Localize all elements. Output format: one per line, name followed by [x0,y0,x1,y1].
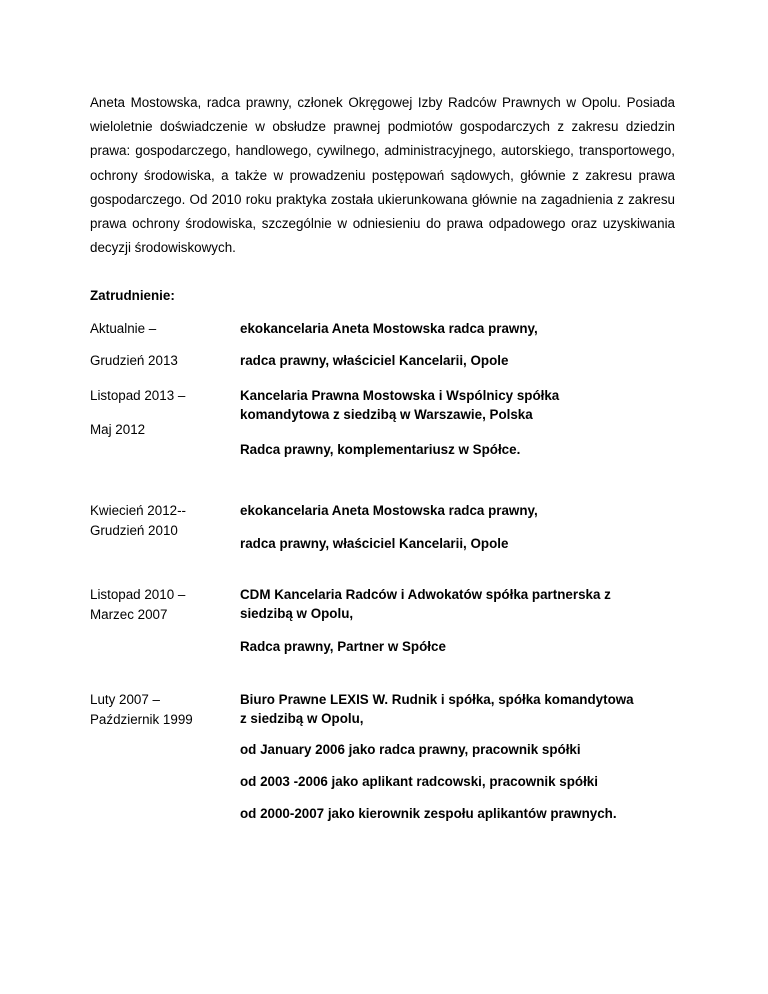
entry-2-employer: Kancelaria Prawna Mostowska i Wspólnicy spółka komandytowa z siedzibą w Warszawie, Polska [240,388,560,422]
entry-4-role: Radca prawny, Partner w Spółce [240,639,446,654]
entry-3-date-to: Grudzień 2010 [90,523,178,538]
entry-5-role-2000: od 2000-2007 jako kierownik zespołu aplikantów prawnych. [240,806,617,821]
entry-2-role: Radca prawny, komplementariusz w Spółce. [240,442,521,457]
entry-5-date-to: Październik 1999 [90,712,193,727]
entry-3-employer: ekokancelaria Aneta Mostowska radca prawny, [240,503,538,518]
entry-5-role-2006: od January 2006 jako radca prawny, pracownik spółki [240,742,581,757]
entry-1-date-from: Aktualnie – [90,321,157,336]
entry-5-date-from: Luty 2007 – [90,692,160,707]
entry-3-date-from: Kwiecień 2012-- [90,503,187,518]
entry-4-date-to: Marzec 2007 [90,607,168,622]
entry-4-date-from: Listopad 2010 – [90,587,186,602]
entry-2-date-from: Listopad 2013 – [90,388,186,403]
entry-2-date-to: Maj 2012 [90,422,146,437]
employment-heading: Zatrudnienie: [90,288,175,303]
intro-paragraph: Aneta Mostowska, radca prawny, członek Okręgowej Izby Radców Prawnych w Opolu. Posiada wieloletnie doświadczenie w obsłudze prawnej podmiotów gospodarczych z zakresu dziedzin prawa: gospodarczego, handlowego, cywilnego, administracyjnego, autorskiego, transportowego, ochrony środowiska, a także w prowadzeniu postępowań sądowych, głównie z zakresu prawa gospodarczego. Od 2010 roku praktyka została ukierunkowana głównie na zagadnienia z zakresu prawa ochrony środowiska, szczególnie w odniesieniu do prawa odpadowego oraz uzyskiwania decyzji środowiskowych. [90,95,675,256]
entry-5-role-2003: od 2003 -2006 jako aplikant radcowski, pracownik spółki [240,774,598,789]
entry-1-role: radca prawny, właściciel Kancelarii, Opole [240,353,509,368]
entry-4-employer: CDM Kancelaria Radców i Adwokatów spółka partnerska z siedzibą w Opolu, [240,587,611,621]
entry-1-employer: ekokancelaria Aneta Mostowska radca prawny, [240,321,538,336]
entry-5-employer: Biuro Prawne LEXIS W. Rudnik i spółka, spółka komandytowa z siedzibą w Opolu, [240,692,634,726]
entry-3-role: radca prawny, właściciel Kancelarii, Opole [240,536,509,551]
entry-1-date-to: Grudzień 2013 [90,353,178,368]
